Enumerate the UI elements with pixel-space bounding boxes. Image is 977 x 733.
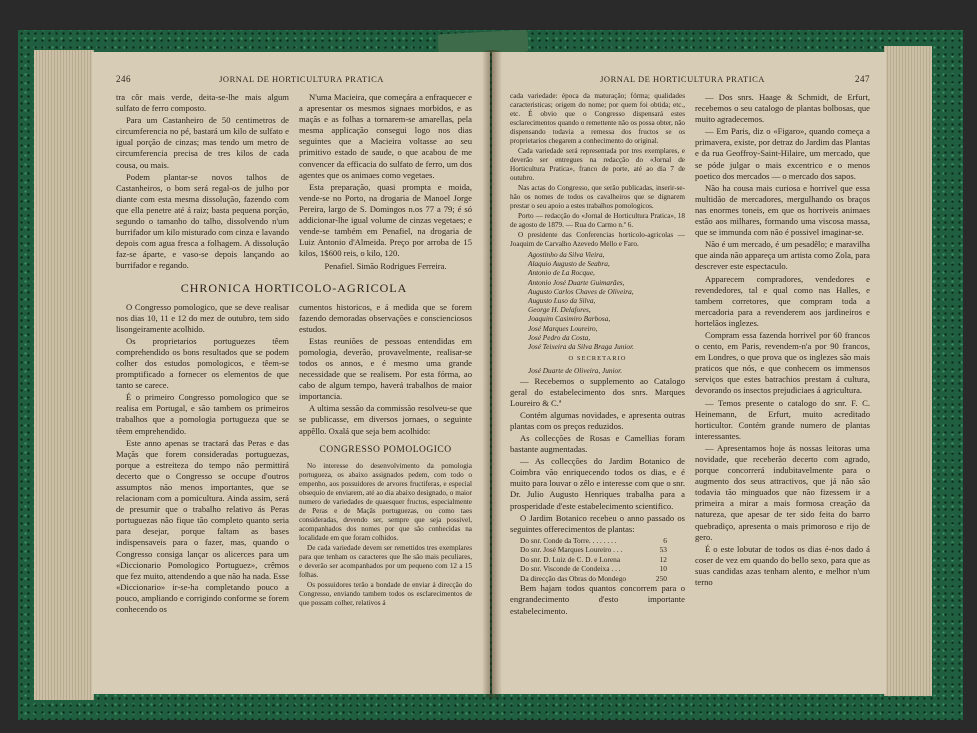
- table-cell-label: Do snr. Conde da Torre. . . . . . . .: [520, 535, 617, 545]
- left-page: [92, 52, 490, 694]
- paragraph: — Dos snrs. Haage & Schmidt, de Erfurt, recebemos o seu catalogo de plantas bolbosas, que muito agradecemos.: [695, 92, 870, 125]
- list-item: Augusto Luso da Silva,: [528, 296, 596, 306]
- list-item: Antonio de La Rocque,: [528, 268, 595, 278]
- list-item: George H. Delafores,: [528, 305, 591, 315]
- right-col1: [510, 92, 685, 618]
- right-header-title: JORNAL DE HORTICULTURA PRATICA: [600, 74, 765, 84]
- left-col1-bottom: [116, 302, 289, 617]
- left-page-number: 246: [116, 74, 131, 84]
- paragraph: Podem plantar-se novos talhos de Castanheiros, o bom será regal-os de julho por diante com esta mesma dissolução, fazendo com que ella penetre até á raiz; basta pequena porção, segundo o tamanho do talho, dissolvendo n'um burrifador um kilo misturado com cinza e lavando depois com agua fresca a folhagem. A dissolução faz-se áparte, e vaso-se depois lançando ao burrifador e regando.: [116, 171, 289, 271]
- table-cell-label: Da direcção das Obras do Mondego: [520, 573, 627, 583]
- secretary-label: O SECRETARIO: [568, 355, 627, 363]
- paragraph: De cada variedade devem ser remettidos tres exemplares para que tenham os caracteres que lhe são mais peculiares, e deverão ser acompanhados por um pequeno com 12 a 15 folhas.: [299, 543, 472, 579]
- sub-title: CONGRESSO POMOLOGICO: [319, 444, 452, 455]
- paragraph: — Temos presente o catalogo do snr. F. C. Heinemann, de Erfurt, muito acreditado horticultor. Contém grande numero de plantas interessantes.: [695, 397, 870, 441]
- left-page-edges: [34, 50, 94, 700]
- paragraph: Estas reuniões de pessoas entendidas em pomologia, deverão, provavelmente, realisar-se todos os annos, e é mesmo uma grande necessidade que se realisem. Por esta fórma, ao cabo de algum tempo, haverá trabalhos de maior importancia.: [299, 335, 472, 402]
- paragraph: Para um Castanheiro de 50 centimetros de circumferencia no pé, bastará um kilo de sulfato e igual porção de cinzas; mas tendo um metro de circumferencia precisa de tres kilos de cada cousa, ou mais.: [116, 115, 289, 170]
- table-row: [520, 564, 685, 574]
- table-row: [520, 545, 685, 555]
- paragraph: — Em Paris, diz o «Figaro», quando começa a primavera, existe, por detraz do Jardim das Plantas e da rua Geoffroy-Saint-Hilaire, um mercado, que se póde julgar o mais excentrico e o menos poetico dos mercados — o mercado dos sapos.: [695, 126, 870, 181]
- table-cell-value: 12: [659, 554, 667, 564]
- right-page: [492, 52, 886, 694]
- paragraph: É o primeiro Congresso pomologico que se realisa em Portugal, e são tambem os primeiros trabalhos que a pomologia portugueza que se têem emprehendido.: [116, 392, 289, 436]
- table-row: [520, 555, 685, 565]
- paragraph: Não ha cousa mais curiosa e horrivel que essa multidão de mercadores, mergulhando os braços nas enormes toneis, em que os horriveis animaes estão aos milhares, formando uma viscosa massa, que se immunda com não é possivel imaginar-se.: [695, 182, 870, 238]
- paragraph: Este anno apenas se tractará das Peras e das Maçãs que forem consideradas portuguezas, porque a estreiteza do tempo não permittirá decerto que o Congresso se occupe d'outros assumptos não menos importantes, que se relacionam com a pomicultura. Ainda assim, será de presumir que o trabalho relativo ás Peras portuguezas não fique tão completo quanto seria para desejar, porque faltam as bases indispensaveis para o fazer, mas, quando o Congresso consiga lançar os alicerces para um «Diccionario Pomologico Portuguez», crêmos que fez muito, attendendo a que não ha nada. Esse «Diccionario» ir-se-ha completando pouco a pouco, ampliando e corrigindo conforme se forem conhecendo os: [116, 437, 290, 615]
- table-cell-value: 10: [659, 564, 667, 574]
- paragraph: Contém algumas novidades, e apresenta outras plantas com os preços reduzidos.: [510, 409, 685, 431]
- paragraph: — Apresentamos hoje ás nossas leitoras uma novidade, que receberão decerto com agrado, porque concorrerá indubitavelmente para o augmento dos seus attractivos, que já não são todavia tão minguados que não fizessem ir a primeira a mirar a mais formosa creação da natureza, que apesar de ter sido feita do barro quebradiço, apresenta o mais primoroso e rijo de gero.: [695, 442, 870, 542]
- list-item: Joaquim Casimiro Barbosa,: [528, 314, 611, 324]
- paragraph: As collecções de Rosas e Camellias foram bastante augmentadas.: [510, 433, 685, 455]
- paragraph: No interesse do desenvolvimento da pomologia portugueza, os abaixo assignados pedem, com todo o empenho, aos possuidores de arvores fructiferas, e especial obsequio de enviarem, até ao dia abaixo designado, o maior numero de variedades de quaesquer fructos, especialmente de Peras e de Maçãs portuguezas, ou como taes consideradas, devendo ser, sempre que seja possivel, acompanhados dos nomes por que são conhecidas na localidade em que foram colhidos.: [299, 461, 472, 542]
- appeal-text: [299, 462, 472, 608]
- table-cell-value: 6: [663, 535, 667, 545]
- list-item: Agostinho da Silva Vieira,: [528, 250, 605, 259]
- left-header-title: JORNAL DE HORTICULTURA PRATICA: [219, 74, 384, 84]
- donations-table: [510, 536, 685, 584]
- right-columns: [510, 92, 870, 618]
- right-running-head: [510, 74, 870, 84]
- paragraph: — Recebemos o supplemento ao Catalogo geral do estabelecimento dos snrs. Marques Loureiro & C.ª: [510, 375, 685, 408]
- paragraph: Compram essa fazenda horrivel por 60 francos o cento, em Paris, revendem-n'a por 90 francos, em Londres, o que prova que os inglezes são mais praticos que nós, e que conhecem os immensos serviços que estes batrachios prestam á cultura, devorando os insectos prejudiciaes á agricultura.: [695, 329, 870, 396]
- left-col1-top: [116, 92, 289, 273]
- list-item: José Teixeira da Silva Braga Junior.: [528, 342, 634, 352]
- list-item: José Pedro da Costa,: [528, 332, 591, 342]
- paragraph: Não é um mercado, é um pesadêlo; e maravilha que ainda não appareça um artista como Zola, para descrever este espectaculo.: [695, 239, 870, 272]
- list-item: Antonio José Duarte Guimarães,: [528, 277, 625, 287]
- list-item: Alaquio Augusto de Seabra,: [528, 259, 610, 269]
- paragraph: Cada variedade será representada por tres exemplares, e deverão ser entregues na redacção do «Jornal de Horticultura Pratica», franco de porte, até ao dia 7 de outubro.: [510, 147, 685, 182]
- left-col2-bottom: [299, 302, 472, 617]
- paragraph: — As collecções do Jardim Botanico de Coimbra vão enriquecendo todos os dias, e é muito para louvar o zêlo e interesse com que o snr. Dr. Julio Augusto Henriques trabalha para a prosperidade d'este estabelecimento scientifico.: [510, 456, 685, 511]
- paragraph: O Jardim Botanico recebeu o anno passado os seguintes offerecimentos de plantas:: [510, 512, 685, 534]
- appeal-continued: [510, 92, 685, 249]
- table-cell-value: 250: [655, 573, 667, 583]
- book-gutter: [482, 50, 502, 698]
- paragraph: É o este lobutar de todos os dias é-nos dado á coser de vez em quando do bello sexo, para que as suas candidas azas tenham alento, e melhor n'um terno: [695, 543, 870, 588]
- section-title: CHRONICA HORTICOLO-AGRICOLA: [180, 280, 408, 295]
- paragraph: N'uma Macieira, que começára a enfraquecer e a apresentar os mesmos signaes morbidos, e as maçãs e as folhas a tornarem-se amarellas, pela mesma applicação consegui logo nos dias seguintes que a Macieira voltasse ao seu primitivo estado de saude, o que acabou de me convencer da efficacia do sulfato de ferro, um dos agentes que os animaes como vegetaes.: [299, 92, 472, 180]
- paragraph: tra côr mais verde, deita-se-lhe mais algum sulfato de ferro composto.: [116, 92, 289, 114]
- table-row: [520, 574, 685, 584]
- left-top-columns: [116, 92, 472, 273]
- table-cell-label: Do snr. José Marques Loureiro . . .: [520, 545, 623, 555]
- right-page-number: 247: [855, 74, 870, 84]
- table-cell-label: Do snr. Visconde de Condeixa . . .: [520, 564, 621, 574]
- signature: Penafiel. Simão Rodrigues Ferreira.: [324, 261, 447, 272]
- left-running-head: [116, 74, 472, 84]
- left-bottom-columns: [116, 302, 472, 617]
- list-item: Augusto Carlos Chaves de Oliveira,: [528, 286, 634, 296]
- paragraph: Os possuidores terão a bondade de enviar á direcção do Congresso, enviando tambem todos os esclarecimentos de que possam colher, relativos á: [299, 580, 472, 607]
- table-cell-label: Do snr. D. Luiz de C. D. e Lorena: [520, 554, 621, 564]
- paragraph: O presidente das Conferencias horticolo-agricolas — Joaquim de Carvalho Azevedo Mello e Faro.: [510, 231, 685, 248]
- paragraph: Bem hajam todos quantos concorrem para o engrandecimento d'esto importante estabelecimento.: [510, 583, 685, 616]
- paragraph: Apparecem compradores, vendedores e revendedores, tal e qual como nas Halles, e tambem corretores, que compram toda a mercadoria para a revenderem aos jardineiros e hortelãos inglezes.: [695, 273, 870, 328]
- left-col2-top: [299, 92, 472, 273]
- right-col2: [695, 92, 870, 618]
- member-names: [510, 250, 685, 351]
- secretary-name: José Duarte de Oliveira, Junior.: [528, 366, 623, 376]
- paragraph: Esta preparação, quasi prompta e moida, vende-se no Porto, na drogaria de Manoel Jorge Pereira, largo de S. Domingos n.os 77 a 79; é só addicionar-lhe igual volume de cinzas vegetaes; e vende-se também em Penafiel, na drogaria de Luiz Antonio d'Almeida. Preço por arroba de 15 kilos, 1$600 reis, o kilo, 120.: [299, 181, 472, 259]
- table-row: [520, 536, 685, 546]
- paragraph: Nas actas do Congresso, que serão publicadas, inserir-se-hão os nomes de todos os cavalheiros que se dignarem prestar o seu apoio a estes trabalhos pomologicos.: [510, 184, 685, 210]
- paragraph: O Congresso pomologico, que se deve realisar nos dias 10, 11 e 12 do mez de outubro, tem sido lisongeiramente acolhido.: [116, 301, 289, 334]
- list-item: José Marques Loureiro,: [528, 323, 598, 333]
- right-page-edges: [884, 46, 932, 696]
- table-cell-value: 53: [659, 545, 667, 555]
- paragraph: Porto — redacção do «Jornal de Horticultura Pratica», 18 de agosto de 1879. — Rua do Carmo n.º 6.: [510, 212, 685, 229]
- paragraph: cumentos historicos, e á medida que se forem fazendo demoradas observações e conscienciosos estudos.: [299, 301, 472, 334]
- paragraph: Os proprietarios portuguezes têem comprehendido os bons resultados que se podem colher dos estudos pomologicos, e têem-se promptificado a fornecer os elementos de que tanto se carece.: [116, 335, 289, 391]
- paragraph: cada variedade: época da maturação; fórma; qualidades caracteristicas; origem do nome; por quem foi obtida; etc., etc. É obvio que o Congresso dispensará estes esclarecimentos quando o remettente não os possa obter, não dispensando todavia a remessa dos fructos se os proprietarios chegarem a conhecimento do original.: [510, 92, 685, 145]
- paragraph: A ultima sessão da commissão resolveu-se que se publicasse, em diversos jornaes, o seguinte appêllo. Oxalá que seja bem acolhido:: [299, 403, 472, 436]
